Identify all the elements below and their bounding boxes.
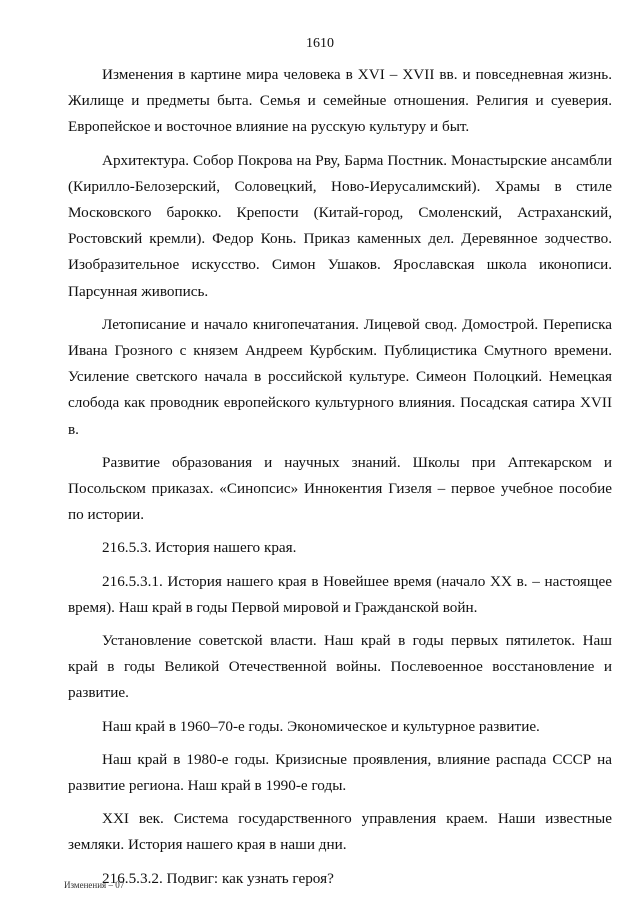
- page-footer: Изменения – 07: [64, 880, 125, 890]
- page-number: 1610: [306, 36, 334, 51]
- paragraph-1960-70s: Наш край в 1960–70-е годы. Экономическое и культурное развитие.: [102, 717, 540, 735]
- paragraph-soviet-power: Установление советской власти. Наш край в годы первых пятилеток. Наш край в годы Великой Отечественной войны. Послевоенное восстановление и развитие.: [68, 632, 612, 702]
- paragraph-modern-local-history: 216.5.3.1. История нашего края в Новейшее время (начало XX в. – настоящее время). Наш край в годы Первой мировой и Гражданской войн.: [68, 572, 612, 616]
- paragraph-1980s: Наш край в 1980-е годы. Кризисные проявления, влияние распада СССР на развитие региона. Наш край в 1990-е годы.: [68, 750, 612, 795]
- section-heading-local-history: 216.5.3. История нашего края.: [102, 539, 297, 557]
- paragraph-everyday-life: Изменения в картине мира человека в XVI – XVII вв. и повседневная жизнь. Жилище и предметы быта. Семья и семейные отношения. Религия и суеверия. Европейское и восточное влияние на русскую культуру и быт.: [68, 66, 612, 136]
- section-heading-heroes: 216.5.3.2. Подвиг: как узнать героя?: [102, 869, 334, 887]
- paragraph-21st-century: XXI век. Система государственного управления краем. Наши известные земляки. История нашего края в наши дни.: [68, 810, 612, 854]
- paragraph-chronicles: Летописание и начало книгопечатания. Лицевой свод. Домострой. Переписка Ивана Грозного с князем Андреем Курбским. Публицистика Смутного времени. Усиление светского начала в российской культуре. Симеон Полоцкий. Немецкая слобода как проводник европейского культурного влияния. Посадская сатира XVII в.: [68, 315, 612, 438]
- paragraph-architecture: Архитектура. Собор Покрова на Рву, Барма Постник. Монастырские ансамбли (Кирилло-Белозерский, Соловецкий, Ново-Иерусалимский). Храмы в стиле Московского барокко. Крепости (Китай-город, Смоленский, Астраханский, Ростовский кремли). Федор Конь. Приказ каменных дел. Деревянное зодчество. Изобразительное искусство. Симон Ушаков. Ярославская школа иконописи. Парсунная живопись.: [68, 151, 612, 300]
- page-body: [68, 62, 612, 899]
- paragraph-education: Развитие образования и научных знаний. Школы при Аптекарском и Посольском приказах. «Синопсис» Иннокентия Гизеля – первое учебное пособие по истории.: [68, 453, 612, 524]
